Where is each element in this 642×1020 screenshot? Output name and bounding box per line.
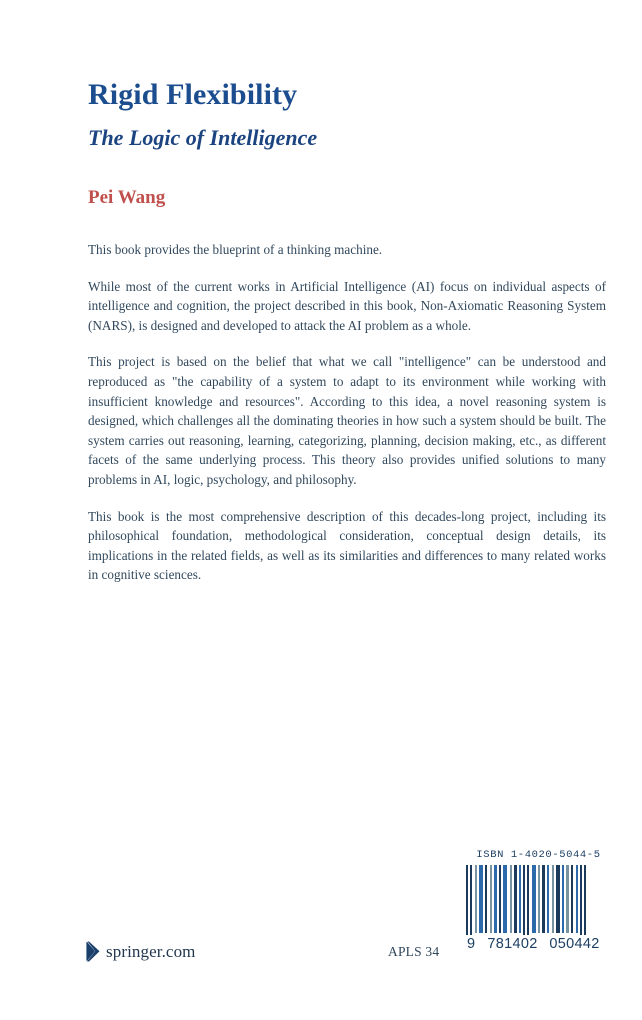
barcode-bars [466, 865, 611, 945]
series-code: APLS 34 [388, 944, 440, 959]
blurb-text-block [88, 240, 606, 585]
springer-logo[interactable] [86, 941, 196, 962]
barcode-bar [584, 865, 586, 945]
ean-lead-digit: 9 [466, 935, 480, 953]
blurb-paragraph: This book provides the blueprint of a thinking machine. [88, 242, 383, 257]
masthead [88, 78, 608, 209]
ean-digits [466, 935, 611, 953]
ean-right-group: 050442 [546, 935, 603, 953]
springer-url-label: springer.com [106, 942, 196, 961]
blurb-paragraph: While most of the current works in Artificial Intelligence (AI) focus on individual aspects of intelligence and cognition, the project described in this book, Non-Axiomatic Reasoning System (NARS), is designed and developed to attack the AI problem as a whole. [88, 278, 606, 333]
blurb-paragraph: This book is the most comprehensive description of this decades-long project, including its philosophical foundation, methodological consideration, conceptual design details, its implications in the related fields, as well as its similarities and differences to many related works in cognitive sciences. [88, 508, 606, 583]
book-title: Rigid Flexibility [88, 78, 298, 111]
chevron-right-icon [86, 941, 101, 962]
cover-footer [0, 845, 642, 980]
book-subtitle: The Logic of Intelligence [88, 125, 318, 150]
book-author: Pei Wang [88, 187, 166, 208]
barcode-block [466, 849, 611, 953]
ean-left-group: 781402 [484, 935, 541, 953]
isbn-label: ISBN 1-4020-5044-5 [476, 849, 601, 861]
blurb-paragraph: This project is based on the belief that what we call "intelligence" can be understood and reproduced as "the capability of a system to adapt to its environment while working with insufficient knowledge and resources". According to this idea, a novel reasoning system is designed, which challenges all the dominating theories in how such a system should be built. The system carries out reasoning, learning, categorizing, planning, decision making, etc., as different facets of the same underlying process. This theory also provides unified solutions to many problems in AI, logic, psychology, and philosophy. [88, 354, 606, 487]
